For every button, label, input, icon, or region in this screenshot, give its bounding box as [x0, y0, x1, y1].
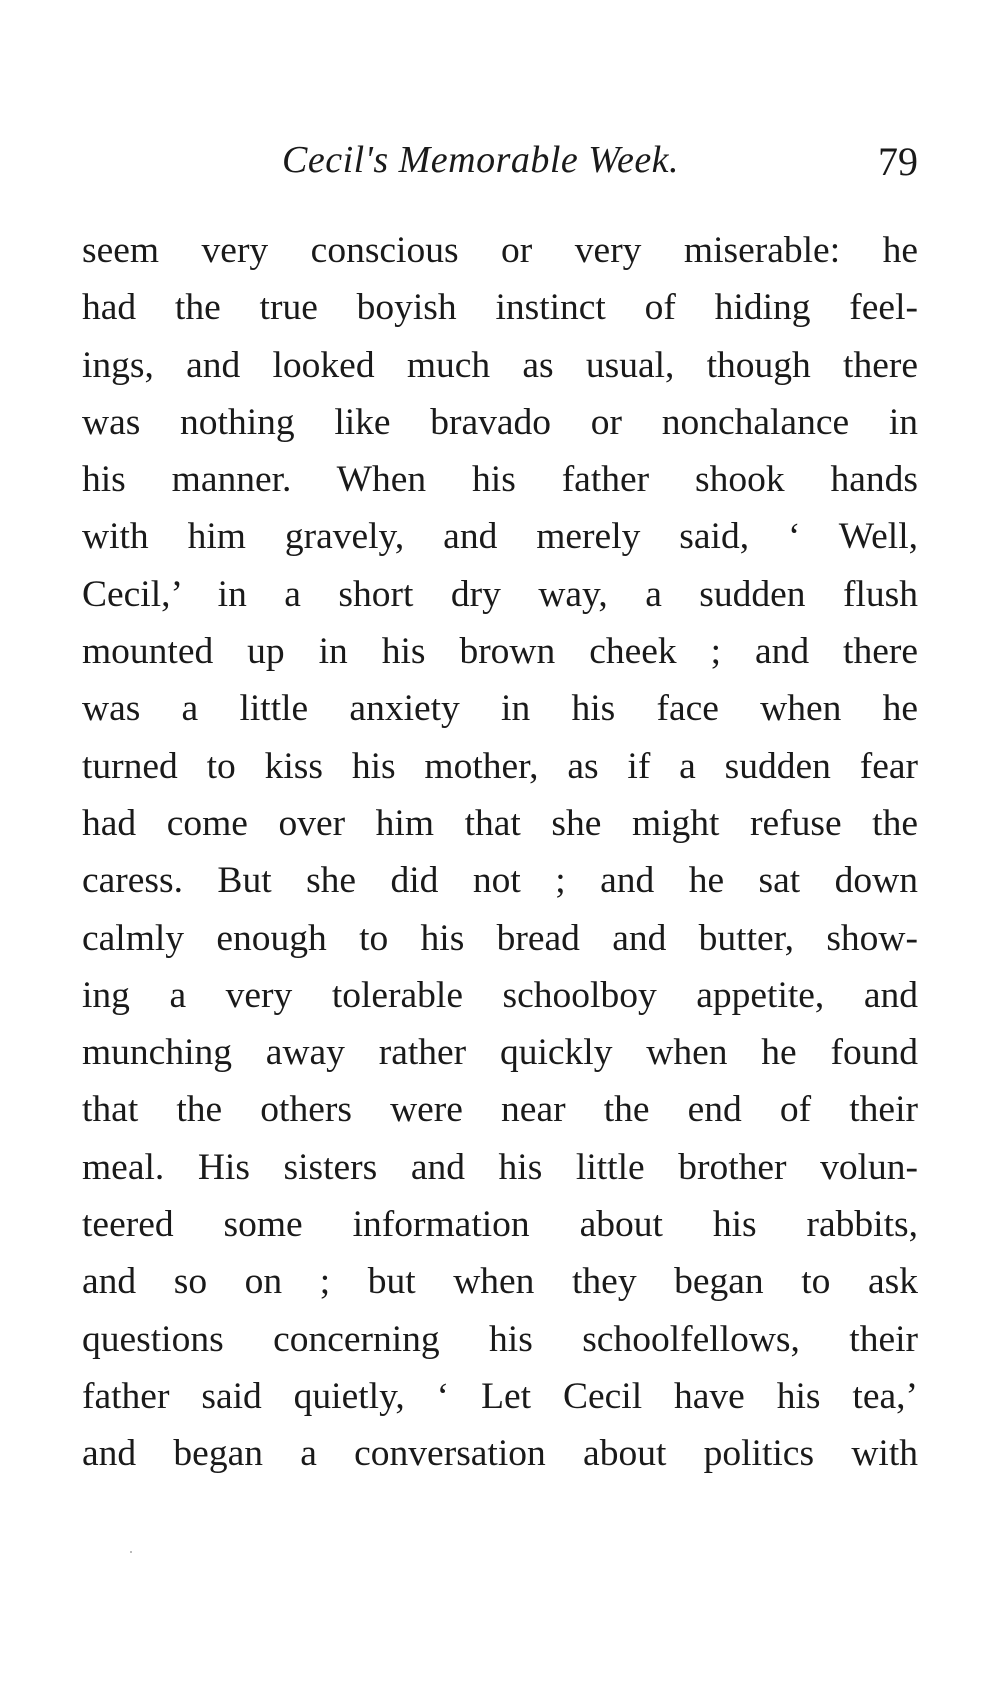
text-line: father said quietly, ‘ Let Cecil have his tea,’	[82, 1375, 918, 1417]
text-line: was nothing like bravado or nonchalance in	[82, 401, 918, 443]
text-line: ings, and looked much as usual, though there	[82, 344, 918, 386]
text-line: had come over him that she might refuse the	[82, 802, 918, 844]
text-line: his manner. When his father shook hands	[82, 459, 918, 501]
running-head	[82, 138, 918, 198]
text-line: questions concerning his schoolfellows, their	[82, 1318, 918, 1360]
text-line: and began a conversation about politics with	[82, 1433, 918, 1475]
text-line: that the others were near the end of their	[82, 1089, 918, 1131]
paper-speck	[130, 1551, 132, 1553]
text-line: with him gravely, and merely said, ‘ Well,	[82, 516, 918, 558]
body-text	[82, 222, 918, 1483]
text-line: seem very conscious or very miserable: he	[82, 230, 918, 271]
running-title: Cecil's Memorable Week.	[282, 139, 680, 181]
page-number: 79	[878, 139, 918, 184]
text-line: meal. His sisters and his little brother volun-	[82, 1146, 918, 1188]
text-line: mounted up in his brown cheek ; and there	[82, 631, 918, 673]
text-line: ing a very tolerable schoolboy appetite, and	[82, 974, 918, 1016]
text-line: munching away rather quickly when he found	[82, 1032, 918, 1074]
text-line: was a little anxiety in his face when he	[82, 688, 918, 730]
text-line: teered some information about his rabbits,	[82, 1204, 918, 1246]
text-line: and so on ; but when they began to ask	[82, 1261, 918, 1303]
text-line: Cecil,’ in a short dry way, a sudden flush	[82, 573, 918, 615]
text-line: turned to kiss his mother, as if a sudden fear	[82, 745, 918, 787]
text-line: caress. But she did not ; and he sat down	[82, 860, 918, 902]
text-line: calmly enough to his bread and butter, show-	[82, 917, 918, 959]
text-line: had the true boyish instinct of hiding feel-	[82, 287, 918, 329]
